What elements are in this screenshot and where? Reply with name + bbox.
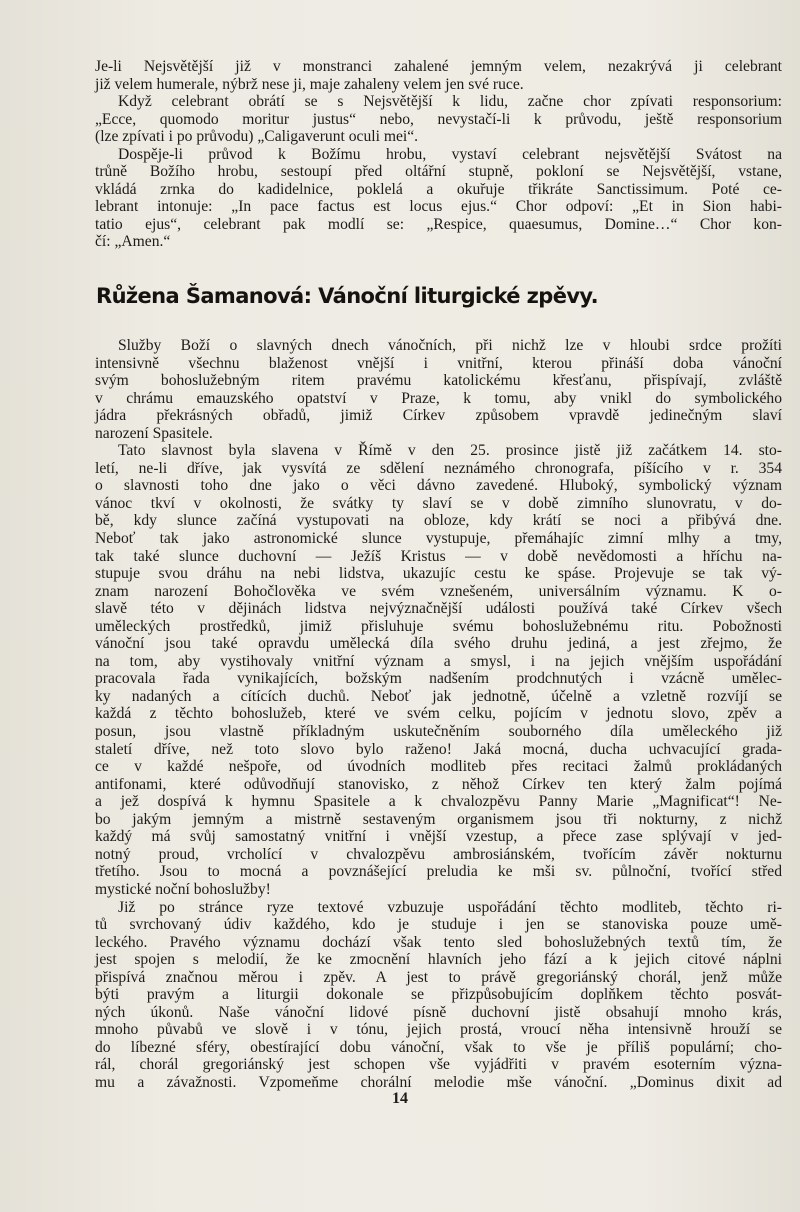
text-line: Tato slavnost byla slavena v Římě v den 25. prosince jistě již začátkem 14. sto-: [118, 442, 782, 460]
paragraph: [95, 146, 782, 251]
section-previous-article: [95, 58, 782, 251]
text-line: znam narození Bohočlověka ve svém vznešeném, universálním významu. K o-: [95, 582, 782, 600]
text-line: tatio ejus“, celebrant pak modlí se: „Respice, quaesumus, Domine…“ Chor kon-: [95, 215, 782, 233]
text-line: mystické noční bohoslužby!: [95, 880, 271, 898]
text-line: narození Spasitele.: [95, 424, 213, 442]
text-line: Když celebrant obrátí se s Nejsvětější k lidu, začne chor zpívati responsorium:: [118, 93, 782, 111]
text-line: čí: „Amen.“: [95, 233, 171, 251]
text-line: slavě této v dějinách lidstva nejvýznačnější události používá také Církev všech: [95, 600, 782, 618]
text-line: jádra překrásných obřadů, jimiž Církev způsobem vpravdě jedinečným slaví: [95, 407, 782, 425]
text-line: na tom, aby vystihovaly vnitřní význam a smysl, i na jejich vnějším uspořádání: [95, 652, 782, 670]
text-line: uměleckých prostředků, jimiž přisluhuje svému bohoslužebnému ritu. Pobožnosti: [95, 617, 782, 635]
paragraph: [95, 58, 782, 93]
page-number: 14: [392, 1090, 408, 1107]
text-line: vkládá zrnka do kadidelnice, poklelá a okuřuje třikráte Sanctissimum. Poté ce-: [95, 180, 782, 198]
text-line: přispívá značnou měrou i zpěv. A jest to právě gregoriánský chorál, jenž může: [95, 968, 782, 986]
paragraph: [95, 337, 782, 442]
text-line: ce v každé nešpoře, od úvodních modliteb přes recitaci žalmů prokládaných: [95, 758, 782, 776]
text-line: tak také slunce duchovní — Ježíš Kristus — v době nevědomosti a hříchu na-: [95, 547, 782, 565]
text-line: v chrámu emauzského opatství v Praze, k tomu, aby vnikl do symbolického: [95, 389, 782, 407]
text-line: svým bohoslužebným ritem pravému katolickému křesťanu, přispívají, zvláště: [95, 372, 782, 390]
text-line: vánoční jsou také opravdu umělecká díla svého druhu jediná, a jest zřejmo, že: [95, 635, 782, 653]
text-line: jest spojen s melodií, že ke zmocnění hlavních jeho fází a k jejich citové náplni: [95, 951, 782, 969]
text-line: letí, ne-li dříve, jak vysvítá ze sdělení neznámého chronografa, píšícího v r. 354: [95, 459, 782, 477]
text-line: mnoho půvabů ve slově i v tónu, jejich prostá, vroucí něha intensivně hrouží se: [95, 1021, 782, 1039]
text-line: a jež dospívá k hymnu Spasitele a k chvalozpěvu Panny Marie „Magnificat“! Ne-: [95, 793, 782, 811]
text-line: vánoc tkví v okolnosti, že svátky ty slaví se v době zimního slunovratu, v do-: [95, 494, 782, 512]
text-line: tů svrchovaný údiv každého, kdo je studuje i jen se stanoviska pouze umě-: [95, 916, 782, 934]
text-line: třetího. Jsou to mocná a povznášející preludia ke mši sv. půlnoční, tvořící střed: [95, 863, 782, 881]
text-line: rál, chorál gregoriánský jest schopen vše vyjádřiti v pravém esoterním význa-: [95, 1056, 782, 1074]
text-line: posun, jsou vlastně příkladným uskutečněním souborného díla uměleckého již: [95, 723, 782, 741]
text-line: Již po stránce ryze textové vzbuzuje uspořádání těchto modliteb, těchto ri-: [118, 898, 782, 916]
article-heading: Růžena Šamanová: Vánoční liturgické zpěvy.: [96, 284, 598, 308]
text-line: Dospěje-li průvod k Božímu hrobu, vystaví celebrant nejsvětější Svátost na: [118, 145, 782, 163]
text-line: Služby Boží o slavných dnech vánočních, při nichž lze v hloubi srdce prožíti: [118, 337, 782, 354]
text-line: stupuje svou dráhu na nebi lidstva, ukazujíc cestu ke spáse. Projevuje se tak vý-: [95, 565, 782, 583]
paragraph: [95, 442, 782, 898]
text-line: býti pravým a liturgii dokonale se přizpůsobujícím doplňkem těchto posvát-: [95, 986, 782, 1004]
text-line: bě, kdy slunce začíná vystupovati na obloze, kdy krátí se noci a přibývá dne.: [95, 512, 782, 530]
text-line: lebrant intonuje: „In pace factus est locus ejus.“ Chor odpoví: „Et in Sion habi-: [95, 198, 782, 216]
text-line: Je-li Nejsvětější již v monstranci zahalené jemným velem, nezakrývá ji celebrant: [95, 58, 782, 75]
text-line: o slavnosti toho dne jako o věci dávno zavedené. Hluboký, symbolický význam: [95, 477, 782, 495]
paragraph: [95, 93, 782, 146]
text-line: staletí dříve, než toto slovo bylo raženo! Jaká mocná, ducha uchvacující grada-: [95, 740, 782, 758]
section-article-body: [95, 337, 782, 1092]
text-line: (lze zpívati i po průvodu) „Caligaverunt oculi mei“.: [95, 128, 419, 146]
text-line: již velem humerale, nýbrž nese ji, maje zahaleny velem jen své ruce.: [95, 75, 524, 93]
text-line: intensivně všechnu blaženost vnější i vnitřní, kterou přináší doba vánoční: [95, 354, 782, 372]
text-line: do líbezné sféry, obestírající dobu vánoční, však to vše je příliš populární; cho-: [95, 1038, 782, 1056]
text-line: notný proud, vrcholící v chvalozpěvu ambrosiánském, tvořícím závěr nokturnu: [95, 845, 782, 863]
text-line: bo jakým jemným a mistrně sestaveným organismem jsou tři nokturny, z nichž: [95, 810, 782, 828]
text-line: ky nadaných a cítících duchů. Neboť jak jednotně, účelně a vzletně rozvíjí se: [95, 687, 782, 705]
text-line: pracovala řada vynikajících, božským nadšením prodchnutých i vzácně umělec-: [95, 670, 782, 688]
text-line: Neboť tak jako astronomické slunce vystupuje, přemáhajíc zimní mlhy a tmy,: [95, 530, 782, 548]
text-line: „Ecce, quomodo moritur justus“ nebo, nevystačí-li k průvodu, ještě responsorium: [95, 110, 782, 128]
text-line: trůně Božího hrobu, sestoupí před oltářní stupně, pokloní se Nejsvětější, vstane,: [95, 163, 782, 181]
text-line: mu a závažnosti. Vzpomeňme chorální melodie mše vánoční. „Dominus dixit ad: [95, 1073, 782, 1091]
text-line: leckého. Pravého významu dochází však tento sled bohoslužebných textů tím, že: [95, 933, 782, 951]
text-line: každý má svůj samostatný vnitřní i vnější vzestup, a přece zase splývají v jed-: [95, 828, 782, 846]
paragraph: [95, 899, 782, 1092]
text-line: antifonami, které odůvodňují stanovisko, z něhož Církev ten který žalm pojímá: [95, 775, 782, 793]
text-line: ných úkonů. Naše vánoční lidové písně duchovní jistě obsahují mnoho krás,: [95, 1003, 782, 1021]
text-line: každá z těchto bohoslužeb, které ve svém celku, pojícím v jednotu slovo, zpěv a: [95, 705, 782, 723]
